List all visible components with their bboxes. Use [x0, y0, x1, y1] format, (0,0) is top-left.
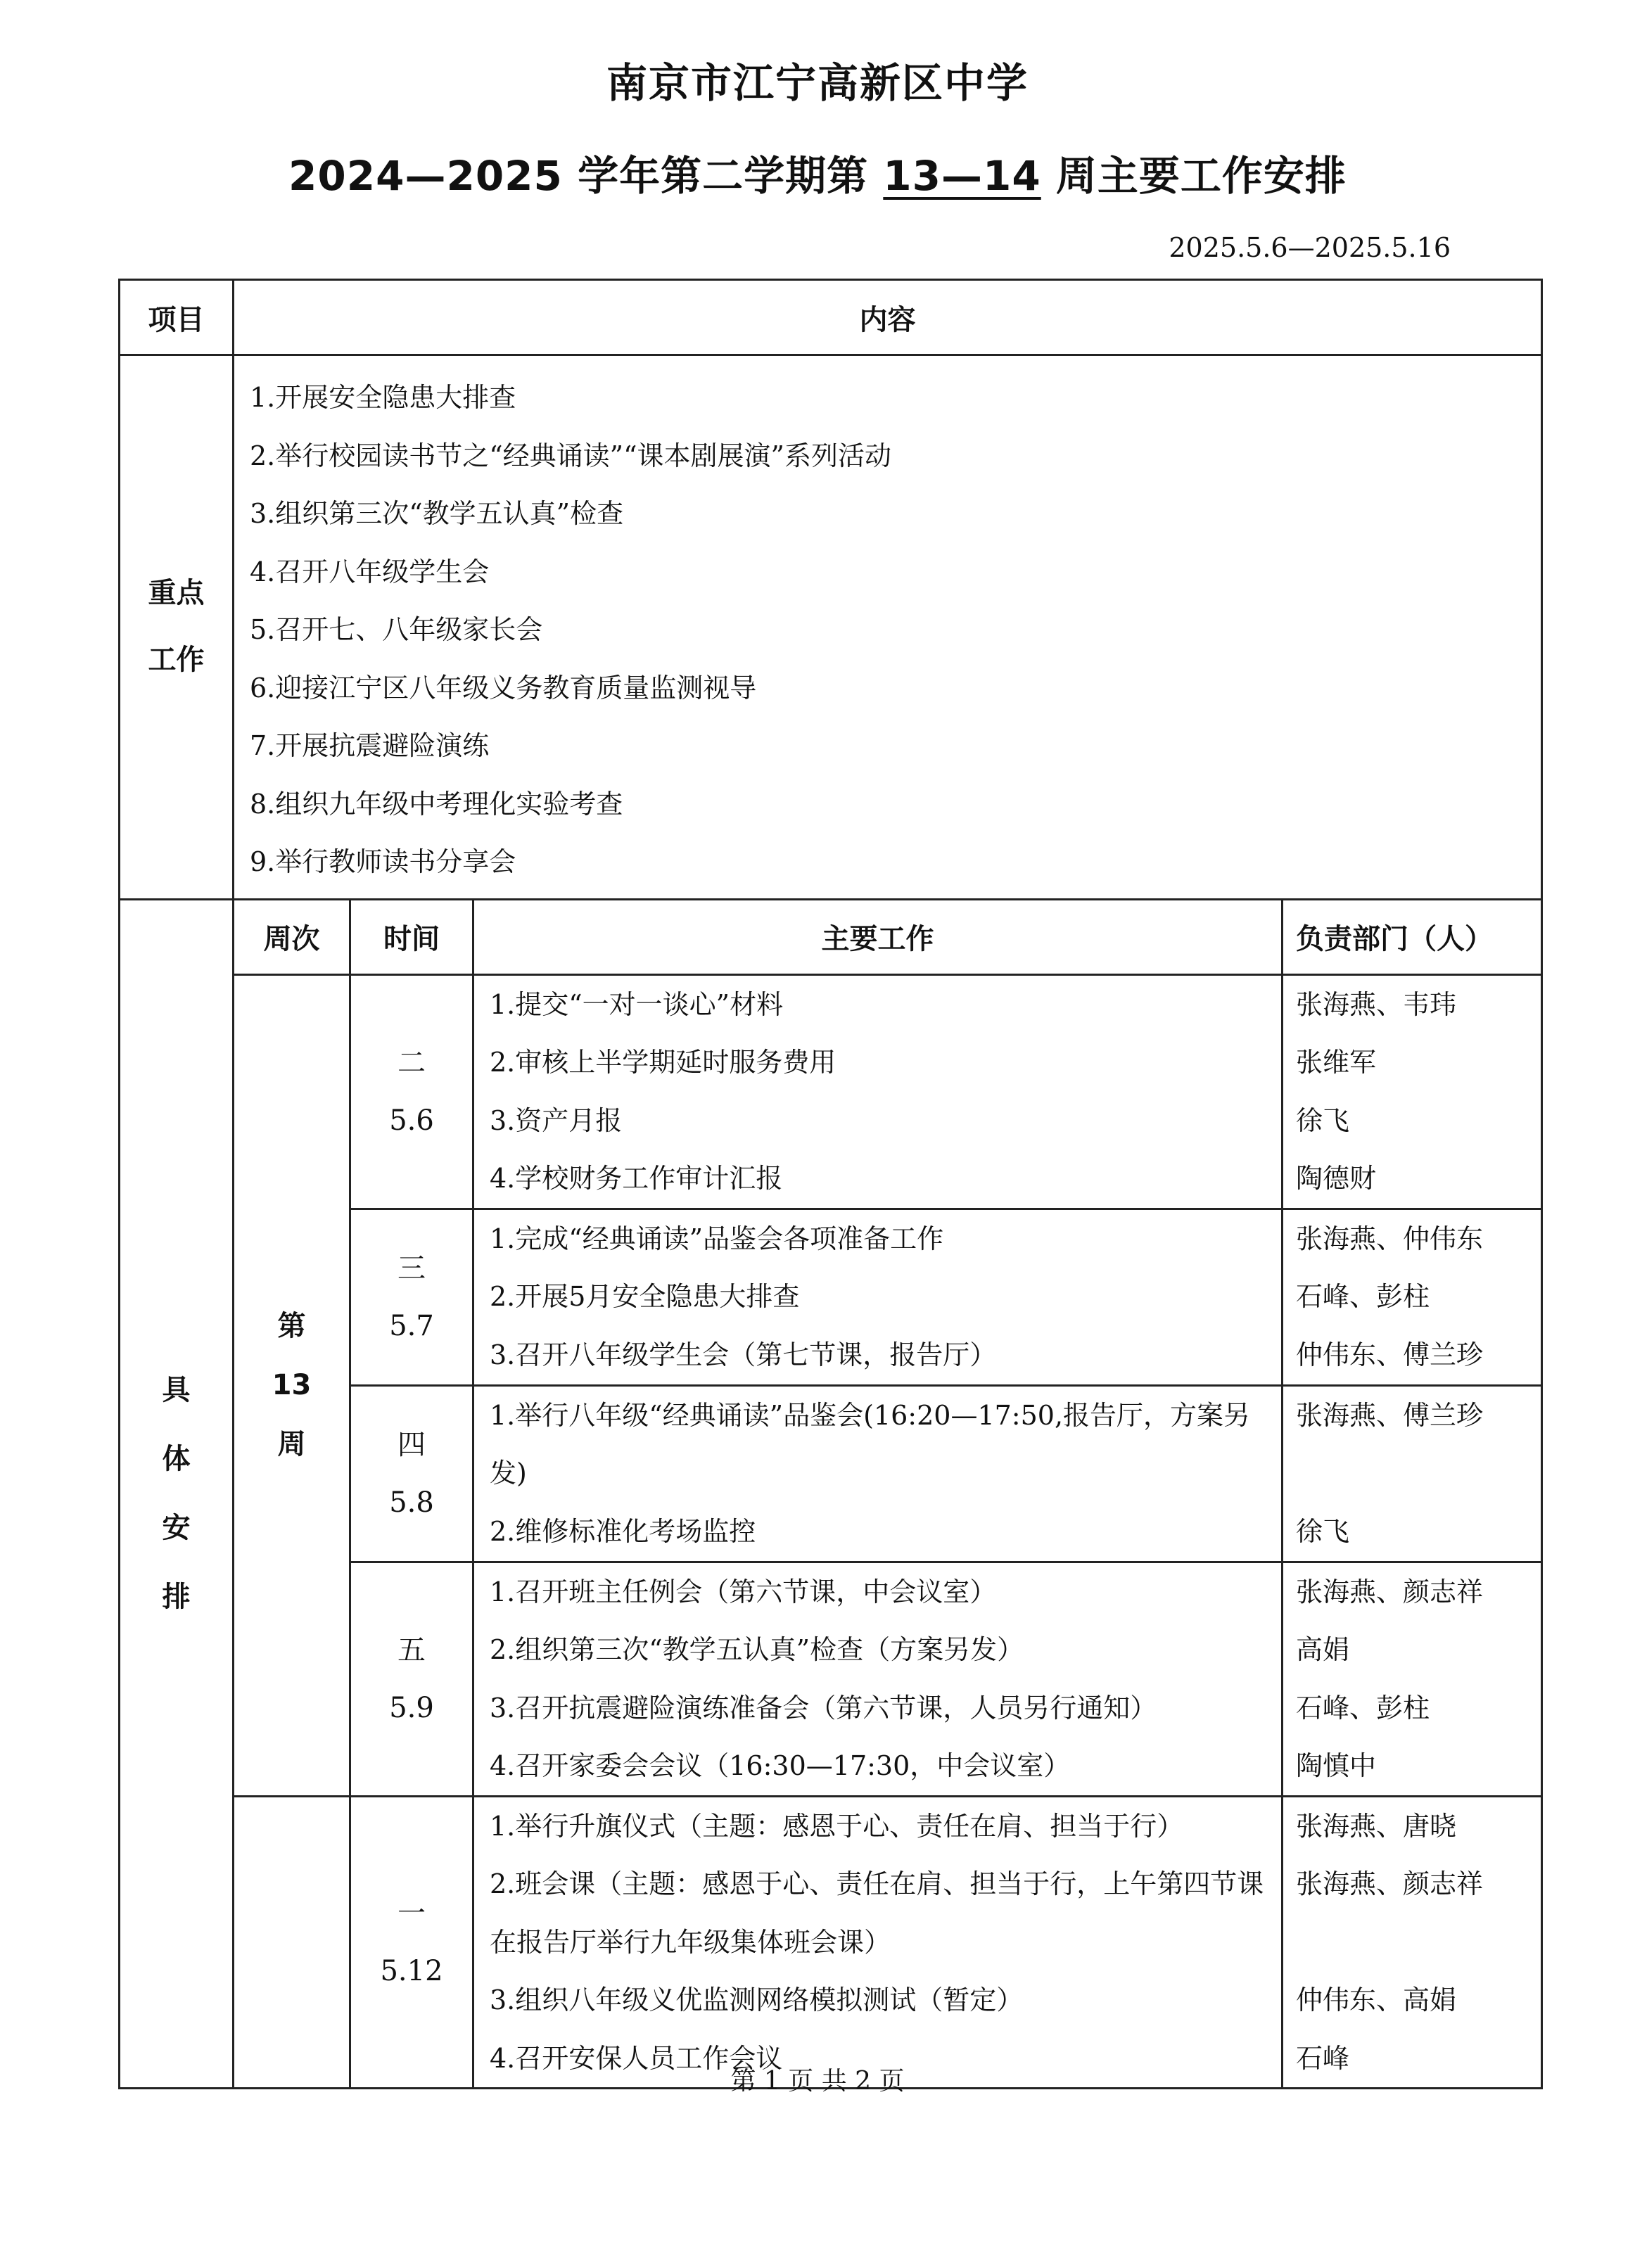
- owner: 张海燕、傅兰珍: [1296, 1399, 1484, 1431]
- day-date: 5.8: [389, 1486, 434, 1519]
- owner: [1296, 1913, 1541, 1972]
- key-work-label: [120, 355, 234, 900]
- weekday: 三: [397, 1251, 426, 1285]
- owner: 张海燕、唐晓: [1296, 1810, 1457, 1842]
- week-char: 第: [277, 1310, 306, 1342]
- date-range: 2025.5.6—2025.5.16: [1169, 232, 1451, 263]
- owner-list: [1283, 1209, 1542, 1385]
- key-work-list: [234, 355, 1542, 900]
- day-date: 5.12: [380, 1954, 443, 1987]
- work-item: 3.召开八年级学生会（第七节课，报告厅）: [490, 1339, 997, 1370]
- list-item: 4.召开八年级学生会: [250, 556, 490, 587]
- work-items: [473, 1209, 1283, 1385]
- document-title: [0, 148, 1635, 204]
- title-weeks: 13—14: [883, 152, 1041, 200]
- subheader-week: 周次: [234, 899, 350, 974]
- owner-list: [1283, 974, 1542, 1209]
- owner: 石峰、彭柱: [1296, 1692, 1430, 1724]
- owner: 张海燕、颜志祥: [1296, 1868, 1484, 1899]
- schedule-label-char: 安: [162, 1512, 191, 1545]
- list-item: 6.迎接江宁区八年级义务教育质量监测视导: [250, 672, 757, 703]
- day-cell: [350, 1209, 473, 1385]
- schedule-label-char: 具: [162, 1374, 191, 1407]
- work-item: 1.举行升旗仪式（主题：感恩于心、责任在肩、担当于行）: [490, 1810, 1184, 1842]
- owner: 张维军: [1296, 1047, 1377, 1078]
- title-suffix: 周主要工作安排: [1041, 152, 1347, 200]
- work-item: 2.组织第三次“教学五认真”检查（方案另发）: [490, 1634, 1024, 1665]
- owner: 高娟: [1296, 1634, 1350, 1665]
- schedule-label-char: 排: [162, 1581, 191, 1614]
- schedule-label: [120, 899, 234, 2089]
- work-item: 2.维修标准化考场监控: [490, 1515, 756, 1547]
- day-cell: [350, 1562, 473, 1796]
- subheader-work: 主要工作: [473, 899, 1283, 974]
- list-item: 8.组织九年级中考理化实验考查: [250, 788, 623, 820]
- owner: [1296, 1444, 1541, 1503]
- day-date: 5.7: [389, 1309, 434, 1342]
- day-date: 5.9: [389, 1691, 434, 1724]
- work-item: 3.资产月报: [490, 1104, 623, 1136]
- work-item: 4.召开家委会会议（16:30—17:30，中会议室）: [490, 1750, 1071, 1781]
- work-item: 4.召开安保人员工作会议: [490, 2042, 783, 2074]
- key-work-row: [120, 355, 1542, 900]
- work-item: 1.完成“经典诵读”品鉴会各项准备工作: [490, 1223, 944, 1254]
- work-item: 4.学校财务工作审计汇报: [490, 1163, 783, 1194]
- day-cell: [350, 974, 473, 1209]
- list-item: 9.举行教师读书分享会: [250, 846, 516, 877]
- list-item: 5.召开七、八年级家长会: [250, 614, 543, 645]
- table-row: [120, 1796, 1542, 2089]
- work-items: [473, 1796, 1283, 2089]
- work-items: [473, 974, 1283, 1209]
- schedule-header-row: [120, 899, 1542, 974]
- list-item: 7.开展抗震避险演练: [250, 730, 490, 761]
- week-13-cell: [234, 974, 350, 1796]
- owner: 仲伟东、傅兰珍: [1296, 1339, 1484, 1370]
- work-items: [473, 1385, 1283, 1562]
- owner-list: [1283, 1562, 1542, 1796]
- owner: 徐飞: [1296, 1104, 1350, 1136]
- day-cell: [350, 1796, 473, 2089]
- work-item: 1.召开班主任例会（第六节课，中会议室）: [490, 1576, 997, 1607]
- header-item: 项目: [120, 280, 234, 355]
- list-item: 2.举行校园读书节之“经典诵读”“课本剧展演”系列活动: [250, 440, 891, 471]
- work-item: 2.开展5月安全隐患大排查: [490, 1281, 800, 1312]
- key-work-label-line: 重点: [148, 577, 205, 610]
- page-footer: 第 1 页 共 2 页: [730, 2067, 905, 2096]
- week-14-cell: [234, 1796, 350, 2089]
- day-cell: [350, 1385, 473, 1562]
- title-prefix: 2024—2025 学年第二学期第: [288, 152, 884, 200]
- list-item: 3.组织第三次“教学五认真”检查: [250, 498, 624, 529]
- weekday: 一: [397, 1897, 426, 1930]
- owner: 张海燕、韦玮: [1296, 988, 1457, 1020]
- list-item: 1.开展安全隐患大排查: [250, 382, 516, 413]
- table-row: [120, 974, 1542, 1209]
- work-item: 1.提交“一对一谈心”材料: [490, 988, 784, 1020]
- table-header-row: [120, 280, 1542, 355]
- work-item: 2.审核上半学期延时服务费用: [490, 1047, 836, 1078]
- school-name: 南京市江宁高新区中学: [606, 59, 1029, 107]
- owner: 徐飞: [1296, 1515, 1350, 1547]
- work-item: 3.组织八年级义优监测网络模拟测试（暂定）: [490, 1984, 1024, 2015]
- week-number: 13: [272, 1369, 312, 1401]
- schedule-table: [118, 279, 1543, 2089]
- weekday: 五: [397, 1633, 426, 1667]
- header-content: 内容: [234, 280, 1542, 355]
- subheader-owner: 负责部门（人）: [1283, 899, 1542, 974]
- owner-list: [1283, 1796, 1542, 2089]
- work-items: [473, 1562, 1283, 1796]
- owner: 石峰: [1296, 2042, 1350, 2074]
- owner: 陶慎中: [1296, 1750, 1377, 1781]
- weekday: 四: [397, 1428, 426, 1461]
- schedule-label-char: 体: [162, 1443, 191, 1476]
- owner: 张海燕、仲伟东: [1296, 1223, 1484, 1254]
- owner: 陶德财: [1296, 1163, 1377, 1194]
- work-item: 2.班会课（主题：感恩于心、责任在肩、担当于行，上午第四节课在报告厅举行九年级集体班会课）: [490, 1868, 1264, 1958]
- work-item: 1.举行八年级“经典诵读”品鉴会(16:20—17:50,报告厅，方案另发): [490, 1399, 1251, 1489]
- weekday: 二: [397, 1046, 426, 1079]
- owner: 张海燕、颜志祥: [1296, 1576, 1484, 1607]
- key-work-label-line: 工作: [148, 644, 205, 677]
- owner: 石峰、彭柱: [1296, 1281, 1430, 1312]
- day-date: 5.6: [389, 1104, 434, 1137]
- work-item: 3.召开抗震避险演练准备会（第六节课，人员另行通知）: [490, 1692, 1157, 1724]
- owner-list: [1283, 1385, 1542, 1562]
- subheader-time: 时间: [350, 899, 473, 974]
- week-char: 周: [277, 1428, 306, 1460]
- owner: 仲伟东、高娟: [1296, 1984, 1457, 2015]
